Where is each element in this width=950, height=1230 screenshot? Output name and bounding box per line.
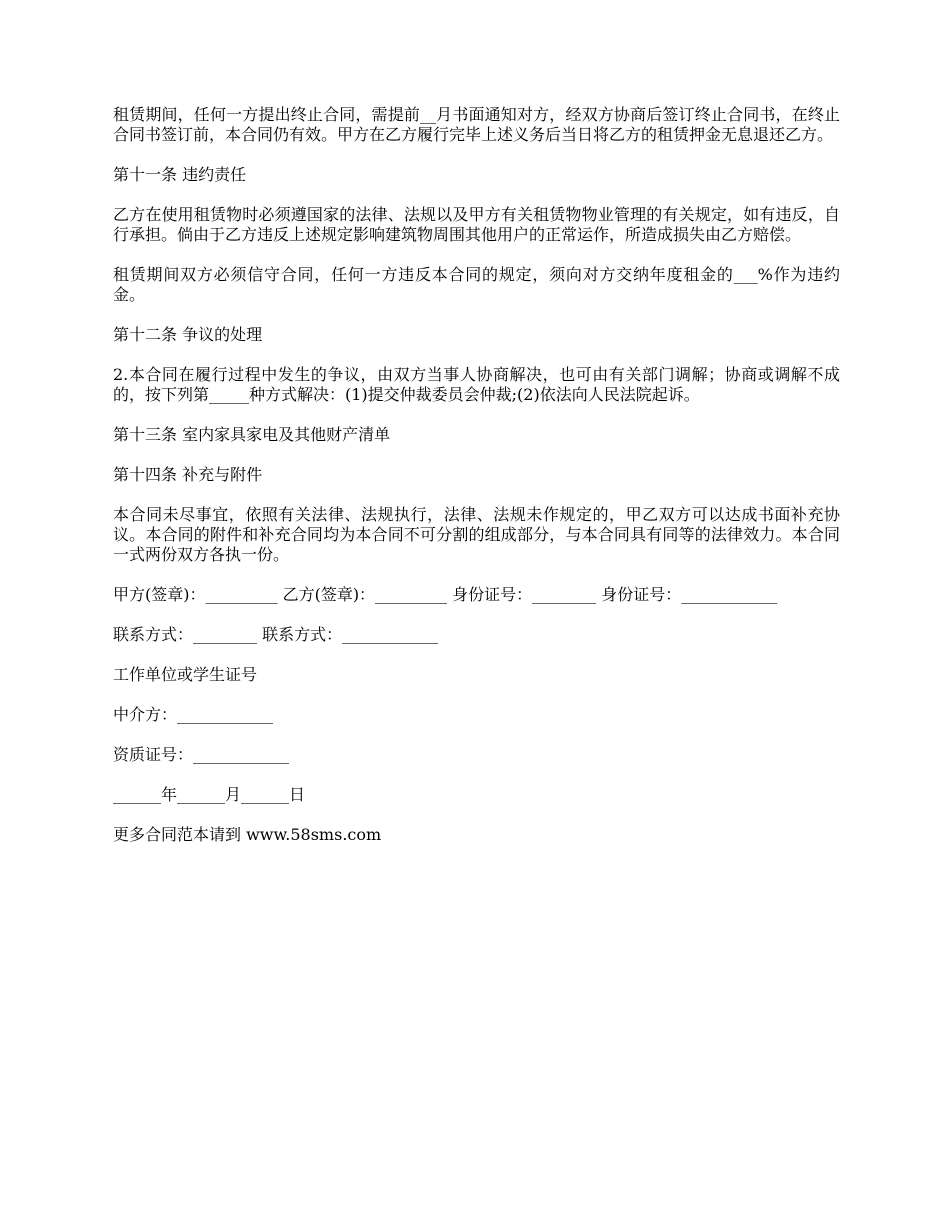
termination-clause-paragraph: 租赁期间，任何一方提出终止合同，需提前__月书面通知对方，经双方协商后签订终止合同书，在终止合同书签订前，本合同仍有效。甲方在乙方履行完毕上述义务后当日将乙方的租赁押金无息退还乙方。 (113, 105, 840, 144)
article-14-heading: 第十四条 补充与附件 (113, 465, 263, 484)
footer-website-line: 更多合同范本请到 www.58sms.com (113, 825, 382, 844)
signature-line: 甲方(签章)：_________ 乙方(签章)：_________ 身份证号：________ 身份证号：____________ (113, 585, 778, 604)
penalty-paragraph: 租赁期间双方必须信守合同，任何一方违反本合同的规定，须向对方交纳年度租金的___%作为违约金。 (113, 265, 840, 304)
contact-line: 联系方式：________ 联系方式：____________ (113, 625, 439, 644)
agent-line: 中介方：____________ (113, 705, 274, 724)
dispute-resolution-paragraph: 2.本合同在履行过程中发生的争议，由双方当事人协商解决，也可由有关部门调解；协商或调解不成的，按下列第_____种方式解决：(1)提交仲裁委员会仲裁;(2)依法向人民法院起诉。 (113, 365, 840, 404)
work-unit-line: 工作单位或学生证号 (113, 665, 258, 684)
qualification-line: 资质证号：____________ (113, 745, 290, 764)
article-11-heading: 第十一条 违约责任 (113, 165, 247, 184)
article-13-heading: 第十三条 室内家具家电及其他财产清单 (113, 425, 391, 444)
date-line: ______年______月______日 (113, 785, 306, 804)
compliance-paragraph: 乙方在使用租赁物时必须遵国家的法律、法规以及甲方有关租赁物物业管理的有关规定，如有违反，自行承担。倘由于乙方违反上述规定影响建筑物周围其他用户的正常运作，所造成损失由乙方赔偿。 (113, 205, 840, 244)
article-12-heading: 第十二条 争议的处理 (113, 325, 263, 344)
document-page (113, 105, 840, 845)
supplement-paragraph: 本合同未尽事宜，依照有关法律、法规执行，法律、法规未作规定的，甲乙双方可以达成书面补充协议。本合同的附件和补充合同均为本合同不可分割的组成部分，与本合同具有同等的法律效力。本合同一式两份双方各执一份。 (113, 505, 840, 564)
